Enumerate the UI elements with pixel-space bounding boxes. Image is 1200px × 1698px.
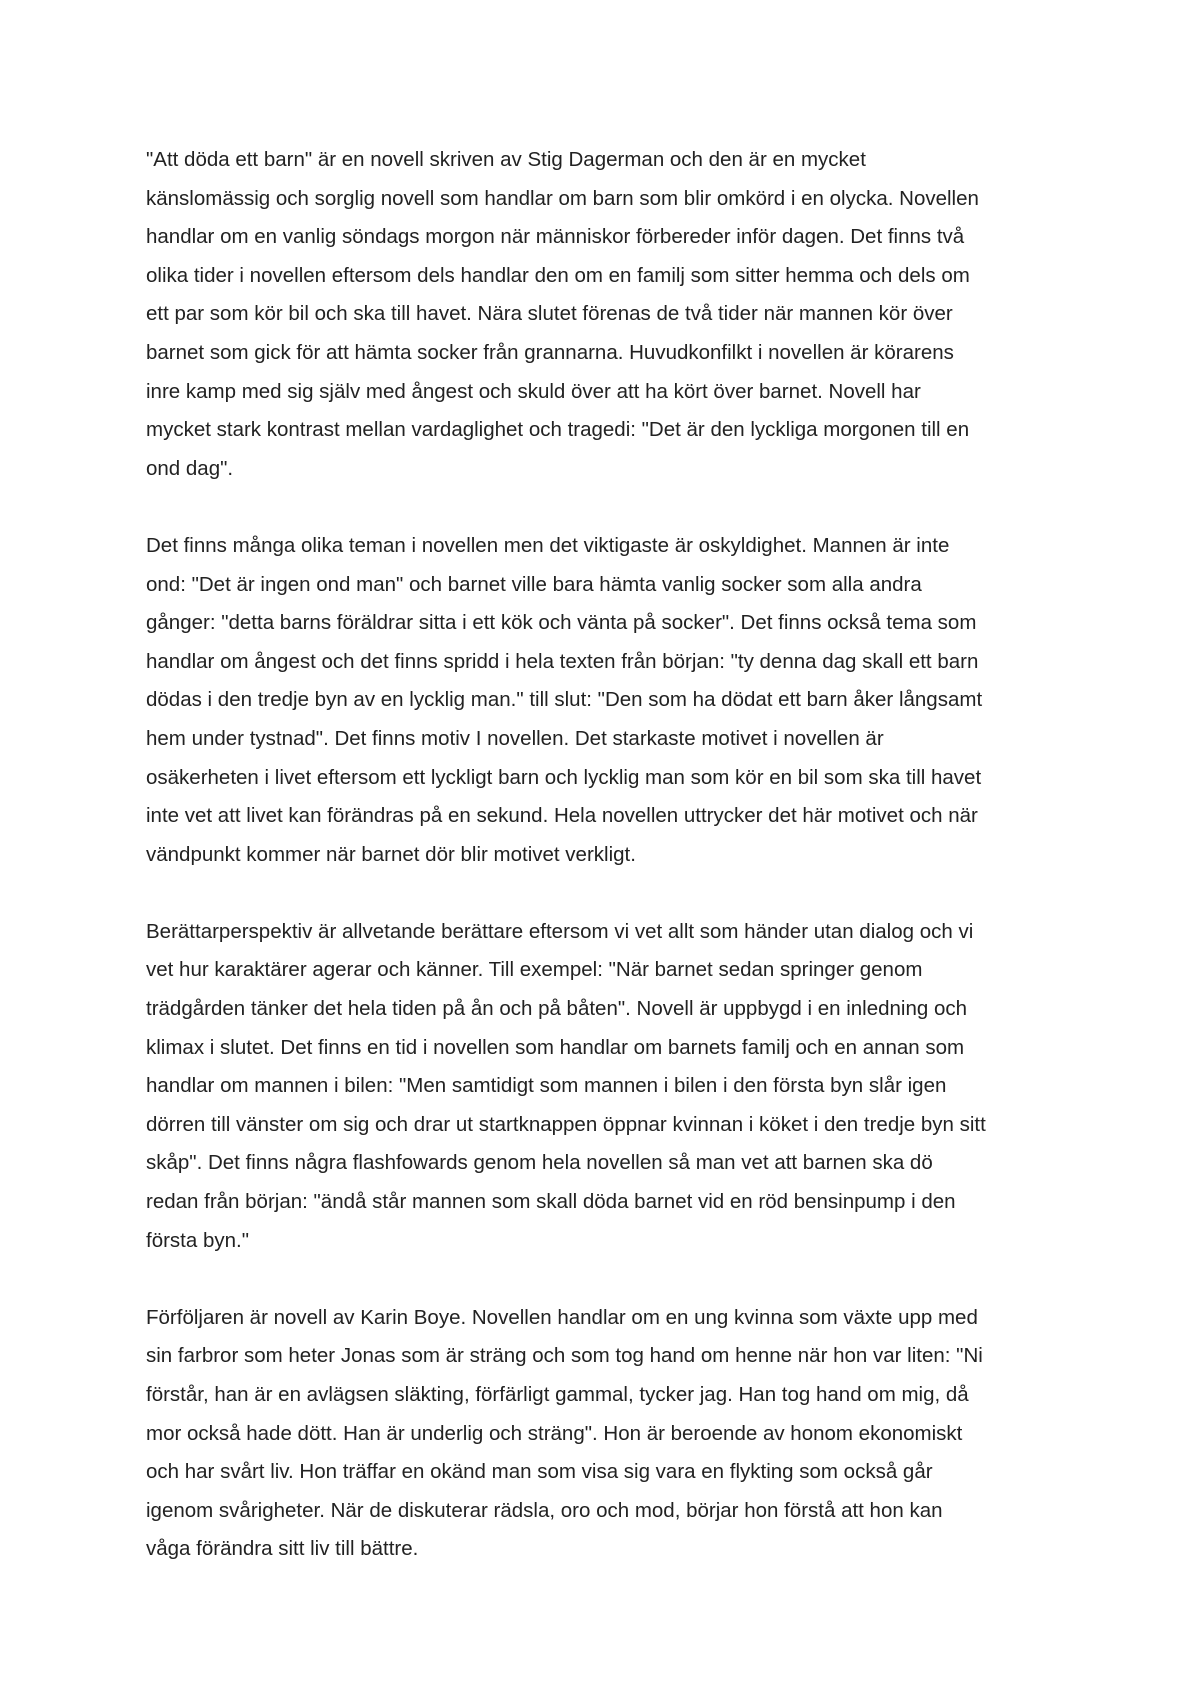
text-line: handlar om ångest och det finns spridd i hela texten från början: "ty denna dag skall ett barn <box>146 649 979 673</box>
text-line: dödas i den tredje byn av en lycklig man." till slut: "Den som ha dödat ett barn åker långsamt <box>146 688 983 712</box>
paragraph-3 <box>146 913 1071 1260</box>
text-line: förstår, han är en avlägsen släkting, förfärligt gammal, tycker jag. Han tog hand om mig, då <box>146 1383 969 1406</box>
text-line: mycket stark kontrast mellan vardaglighet och tragedi: "Det är den lyckliga morgonen till en <box>146 418 970 442</box>
document-body <box>146 141 1071 1608</box>
text-line: mor också hade dött. Han är underlig och sträng". Hon är beroende av honom ekonomiskt <box>146 1421 963 1445</box>
text-line: olika tider i novellen eftersom dels handlar den om en familj som sitter hemma och dels om <box>146 263 970 287</box>
text-line: ond dag". <box>146 456 234 480</box>
text-line: ett par som kör bil och ska till havet. Nära slutet förenas de två tider när mannen kör över <box>146 302 953 326</box>
text-line: "Att döda ett barn" är en novell skriven av Stig Dagerman och den är en mycket <box>146 148 866 171</box>
text-line: barnet som gick för att hämta socker från grannarna. Huvudkonfilkt i novellen är körarens <box>146 340 954 364</box>
text-line: trädgården tänker det hela tiden på ån och på båten". Novell är uppbygd i en inledning och <box>146 997 968 1021</box>
text-line: vet hur karaktärer agerar och känner. Till exempel: "När barnet sedan springer genom <box>146 958 923 982</box>
text-line: ond: "Det är ingen ond man" och barnet ville bara hämta vanlig socker som alla andra <box>146 572 922 596</box>
text-line: inre kamp med sig själv med ångest och skuld över att ha kört över barnet. Novell har <box>146 379 921 403</box>
paragraph-2 <box>146 527 1071 874</box>
text-line: klimax i slutet. Det finns en tid i novellen som handlar om barnets familj och en annan som <box>146 1035 965 1059</box>
text-line: dörren till vänster om sig och drar ut startknappen öppnar kvinnan i köket i den tredje byn sitt <box>146 1112 986 1136</box>
text-line: Det finns många olika teman i novellen men det viktigaste är oskyldighet. Mannen är inte <box>146 533 950 557</box>
text-line: Berättarperspektiv är allvetande berättare eftersom vi vet allt som händer utan dialog och vi <box>146 919 974 943</box>
text-line: igenom svårigheter. När de diskuterar rädsla, oro och mod, börjar hon förstå att hon kan <box>146 1498 943 1522</box>
paragraph-1 <box>146 141 1071 488</box>
text-line: och har svårt liv. Hon träffar en okänd man som visa sig vara en flykting som också går <box>146 1460 933 1484</box>
text-line: inte vet att livet kan förändras på en sekund. Hela novellen uttrycker det här motivet och när <box>146 804 978 828</box>
text-line: skåp". Det finns några flashfowards genom hela novellen så man vet att barnen ska dö <box>146 1151 933 1175</box>
text-line: våga förändra sitt liv till bättre. <box>146 1537 419 1561</box>
text-line: första byn." <box>146 1228 249 1252</box>
text-line: handlar om mannen i bilen: "Men samtidigt som mannen i bilen i den första byn slår igen <box>146 1074 947 1098</box>
text-line: Förföljaren är novell av Karin Boye. Novellen handlar om en ung kvinna som växte upp med <box>146 1305 978 1329</box>
text-line: sin farbror som heter Jonas som är sträng och som tog hand om henne när hon var liten: "Ni <box>146 1344 983 1368</box>
text-line: gånger: "detta barns föräldrar sitta i ett kök och vänta på socker". Det finns också tema som <box>146 611 977 635</box>
text-line: handlar om en vanlig söndags morgon när människor förbereder inför dagen. Det finns två <box>146 225 965 249</box>
text-line: hem under tystnad". Det finns motiv I novellen. Det starkaste motivet i novellen är <box>146 726 884 750</box>
text-line: osäkerheten i livet eftersom ett lyckligt barn och lycklig man som kör en bil som ska till havet <box>146 765 982 789</box>
text-line: redan från början: "ändå står mannen som skall döda barnet vid en röd bensinpump i den <box>146 1190 956 1214</box>
text-line: känslomässig och sorglig novell som handlar om barn som blir omkörd i en olycka. Novellen <box>146 186 979 210</box>
paragraph-4 <box>146 1299 1071 1569</box>
text-line: vändpunkt kommer när barnet dör blir motivet verkligt. <box>146 842 636 866</box>
